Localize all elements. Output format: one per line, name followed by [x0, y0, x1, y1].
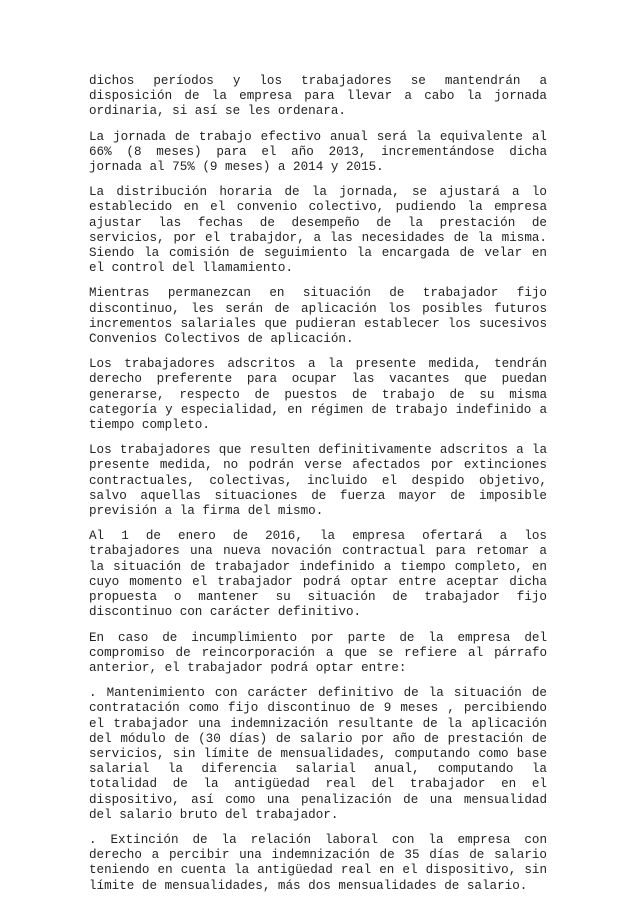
document-body: [89, 74, 547, 904]
paragraph-5: Los trabajadores adscritos a la presente medida, tendrán derecho preferente para ocupar las vacantes que puedan generarse, respecto de puestos de trabajo de su misma categoría y especialidad, en régimen de trabajo indefinido a tiempo completo.: [89, 357, 547, 433]
paragraph-1: dichos períodos y los trabajadores se mantendrán a disposición de la empresa para llevar a cabo la jornada ordinaria, si así se les ordenara.: [89, 74, 547, 119]
paragraph-4: Mientras permanezcan en situación de trabajador fijo discontinuo, les serán de aplicación los posibles futuros incrementos salariales que pudieran establecer los sucesivos Convenios Colectivos de aplicación.: [89, 286, 547, 347]
paragraph-2: La jornada de trabajo efectivo anual será la equivalente al 66% (8 meses) para el año 2013, incrementándose dicha jornada al 75% (9 meses) a 2014 y 2015.: [89, 129, 547, 175]
paragraph-10: . Extinción de la relación laboral con la empresa con derecho a percibir una indemnización de 35 días de salario teniendo en cuenta la antigüedad real en el dispositivo, sin límite de mensualidades, más dos mensualidades de salario.: [89, 832, 547, 893]
paragraph-7: Al 1 de enero de 2016, la empresa ofertará a los trabajadores una nueva novación contractual para retomar a la situación de trabajador indefinido a tiempo completo, en cuyo momento el trabajador podrá optar entre aceptar dicha propuesta o mantener su situación de trabajador fijo discontinuo con carácter definitivo.: [89, 529, 547, 620]
paragraph-6: Los trabajadores que resulten definitivamente adscritos a la presente medida, no podrán verse afectados por extinciones contractuales, colectivas, incluido el despido objetivo, salvo aquellas situaciones de fuerza mayor de imposible previsión a la firma del mismo.: [89, 443, 547, 519]
paragraph-8: En caso de incumplimiento por parte de la empresa del compromiso de reincorporación a que se refiere al párrafo anterior, el trabajador podrá optar entre:: [89, 630, 547, 675]
paragraph-3: La distribución horaria de la jornada, se ajustará a lo establecido en el convenio colectivo, pudiendo la empresa ajustar las fechas de desempeño de la prestación de servicios, por el trabajdor, a las necesidades de la misma. Siendo la comisión de seguimiento la encargada de velar en el control del llamamiento.: [89, 185, 547, 276]
paragraph-9: . Mantenimiento con carácter definitivo de la situación de contratación como fijo discontinuo de 9 meses , percibiendo el trabajador una indemnización resultante de la aplicación del módulo de (30 días) de salario por año de prestación de servicios, sin límite de mensualidades, computando como base salarial la diferencia salarial anual, computando la totalidad de la antigüedad real del trabajador en el dispositivo, así como una penalización de una mensualidad del salario bruto del trabajador.: [89, 686, 547, 822]
